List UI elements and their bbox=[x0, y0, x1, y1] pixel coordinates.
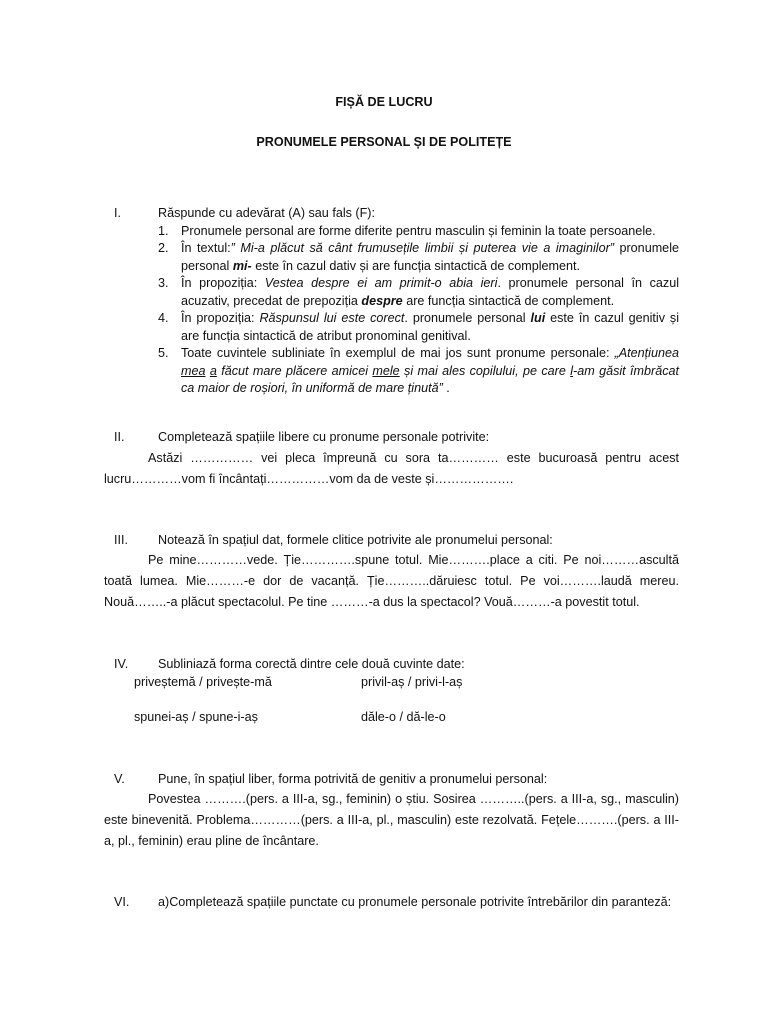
item-quote: ” Mi-a plăcut să cânt frumusețile limbii și puterea vie a imaginilor” bbox=[230, 241, 614, 255]
list-item bbox=[158, 310, 679, 345]
word-pair[interactable]: priveștemă / privește-mă bbox=[134, 674, 272, 689]
section-instruction: Subliniază forma corectă dintre cele două cuvinte date: bbox=[158, 657, 465, 671]
section-instruction: Notează în spațiul dat, formele clitice potrivite ale pronumelui personal: bbox=[158, 533, 553, 547]
section-number: I. bbox=[114, 206, 121, 220]
item-quote: Vestea despre ei am primit-o abia ieri bbox=[264, 276, 498, 290]
section-number: IV. bbox=[114, 657, 129, 671]
list-item bbox=[158, 240, 679, 275]
item-text: . pronumele personal bbox=[404, 311, 531, 325]
item-quote: Răspunsul lui este corect bbox=[259, 311, 405, 325]
underlined-word: mele bbox=[372, 363, 400, 378]
item-quote: și mai ales copilului, pe care bbox=[399, 363, 571, 378]
item-text: pronumele personal bbox=[181, 241, 679, 273]
section-5 bbox=[104, 771, 679, 852]
item-number: 5. bbox=[158, 346, 169, 360]
section-number: VI. bbox=[114, 895, 130, 909]
item-text: . pronumele personal în cazul acuzativ, precedat de prepoziția bbox=[181, 276, 679, 308]
section-3 bbox=[104, 532, 679, 613]
section-number: III. bbox=[114, 533, 128, 547]
item-number: 3. bbox=[158, 276, 169, 290]
section-2 bbox=[104, 429, 679, 490]
list-item bbox=[158, 345, 679, 398]
underlined-word: a bbox=[209, 363, 217, 378]
item-number: 4. bbox=[158, 311, 169, 325]
list-item bbox=[158, 223, 679, 241]
item-keyword: lui bbox=[530, 311, 546, 325]
item-keyword: despre bbox=[361, 293, 403, 308]
item-text: are funcția sintactică de complement. bbox=[402, 293, 615, 308]
item-text: Toate cuvintele subliniate în exemplul de mai jos sunt pronume personale: bbox=[181, 346, 615, 360]
word-pairs bbox=[114, 674, 679, 734]
section-number: V. bbox=[114, 772, 125, 786]
section-number: II. bbox=[114, 430, 125, 444]
item-text: În propoziția: bbox=[181, 311, 260, 325]
item-text: este în cazul genitiv și are funcția sintactică de atribut pronominal genitival. bbox=[181, 311, 680, 343]
word-pair[interactable]: spunei-aș / spune-i-aș bbox=[134, 709, 258, 724]
exercise-text: Povestea ……….(pers. a III-a, sg., feminin) o știu. Sosirea ………..(pers. a III-a, sg., masculin) este binevenită. Problema…………(pers. a III-a, pl., masculin) este rezolvată. Fețele……….(pers. a III-a, pl., feminin) erau pline de încântare. bbox=[104, 791, 679, 848]
item-number: 1. bbox=[158, 223, 169, 238]
page-title: FIȘĂ DE LUCRU bbox=[335, 95, 433, 109]
section-instruction: Completează spațiile libere cu pronume personale potrivite: bbox=[158, 430, 490, 444]
section-6 bbox=[114, 894, 679, 912]
item-keyword: mi- bbox=[232, 258, 252, 273]
true-false-list bbox=[158, 223, 679, 398]
page-subtitle: PRONUMELE PERSONAL ȘI DE POLITEȚE bbox=[256, 135, 512, 149]
item-text: În propoziția: bbox=[181, 276, 265, 290]
section-1 bbox=[114, 205, 679, 398]
item-text: este în cazul dativ și are funcția sintactică de complement. bbox=[251, 258, 581, 273]
word-pair[interactable]: dăle-o / dă-le-o bbox=[361, 709, 446, 724]
exercise-text: Pe mine…………vede. Ție………….spune totul. Mie……….place a citi. Pe noi………ascultă toată lumea. Mie………-e dor de vacanță. Ție………..dăruiesc totul. Pe voi……….laudă mereu. Nouă……..-a plăcut spectacolul. Pe tine ………-a dus la spectacol? Vouă………-a povestit totul. bbox=[104, 552, 679, 609]
item-quote: „Atențiunea bbox=[614, 346, 679, 360]
item-text: Pronumele personal are forme diferite pentru masculin și feminin la toate persoanele. bbox=[181, 223, 656, 238]
section-instruction: a)Completează spațiile punctate cu pronumele personale potrivite întrebărilor din paranteză: bbox=[158, 895, 672, 909]
underlined-word: mea bbox=[181, 363, 206, 378]
item-text: În textul: bbox=[181, 241, 231, 255]
item-number: 2. bbox=[158, 241, 169, 255]
section-4 bbox=[114, 656, 679, 734]
exercise-text: Astăzi …………… vei pleca împreună cu sora ta………… este bucuroasă pentru acest lucru…………vom fi încântați……………vom da de veste și………………. bbox=[104, 450, 679, 486]
word-pair[interactable]: privil-aș / privi-l-aș bbox=[361, 674, 463, 689]
list-item bbox=[158, 275, 679, 310]
item-text: . bbox=[442, 381, 450, 395]
section-instruction: Pune, în spațiul liber, forma potrivită de genitiv a pronumelui personal: bbox=[158, 772, 548, 786]
item-quote: -am găsit îmbrăcat ca maior de roșiori, în uniformă de mare ținută” bbox=[181, 363, 680, 395]
section-instruction: Răspunde cu adevărat (A) sau fals (F): bbox=[158, 206, 375, 220]
underlined-word: l bbox=[570, 363, 574, 378]
item-quote: făcut mare plăcere amicei bbox=[216, 363, 373, 378]
